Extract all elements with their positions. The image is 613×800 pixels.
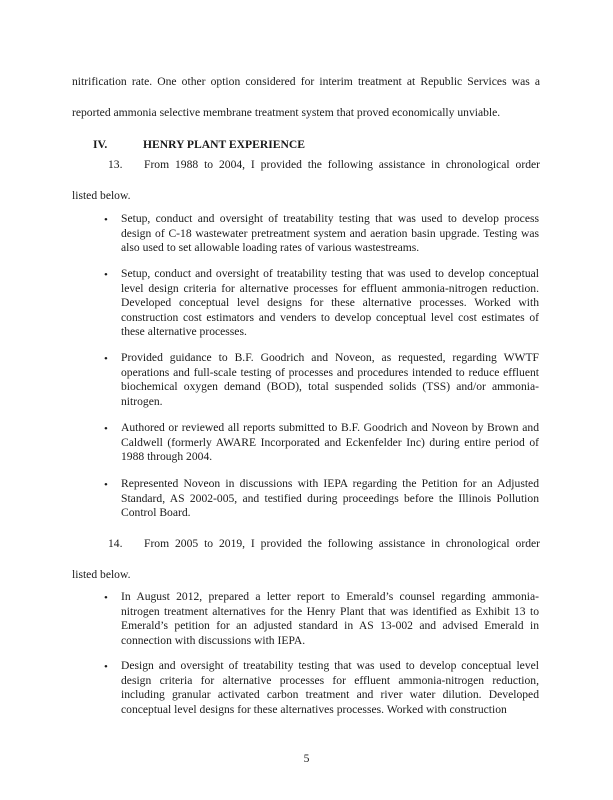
bullet-marker: • bbox=[104, 479, 108, 491]
bullet-14-1: In August 2012, prepared a letter report to Emerald’s counsel regarding ammonia-nitrogen treatment alternatives for the Henry Plant that was identified as Exhibit 13 to Emerald’s petition for an adjusted standard in AS 13-002 and advised Emerald in connection with discussions with IEPA. bbox=[121, 590, 539, 647]
intro-line-1: nitrification rate. One other option considered for interim treatment at Republic Services was a bbox=[72, 75, 540, 88]
bullet-13-1: Setup, conduct and oversight of treatability testing that was used to develop process design of C-18 wastewater pretreatment system and aeration basin upgrade. Testing was also used to set allowable loading rates of various wastestreams. bbox=[121, 212, 539, 255]
bullet-marker: • bbox=[104, 423, 108, 435]
bullet-marker: • bbox=[104, 269, 108, 281]
paragraph-14-line-2: listed below. bbox=[72, 568, 131, 581]
bullet-13-2: Setup, conduct and oversight of treatability testing that was used to develop conceptual level design criteria for alternative processes for effluent ammonia-nitrogen reduction. Developed conceptual level designs for these alternative processes. Worked with construction cost estimators and venders to develop conceptual level cost estimates of these alternative processes. bbox=[121, 267, 539, 339]
bullet-13-3: Provided guidance to B.F. Goodrich and Noveon, as requested, regarding WWTF operations and full-scale testing of processes and procedures intended to reduce effluent biochemical oxygen demand (BOD), total suspended solids (TSS) and/or ammonia-nitrogen. bbox=[121, 351, 539, 408]
bullet-marker: • bbox=[104, 661, 108, 673]
bullet-13-5: Represented Noveon in discussions with IEPA regarding the Petition for an Adjusted Standard, AS 2002-005, and testified during proceedings before the Illinois Pollution Control Board. bbox=[121, 477, 539, 520]
section-number: IV. bbox=[93, 138, 108, 151]
bullet-13-4: Authored or reviewed all reports submitted to B.F. Goodrich and Noveon by Brown and Caldwell (formerly AWARE Incorporated and Eckenfelder Inc) during entire period of 1988 through 2004. bbox=[121, 421, 539, 464]
bullet-marker: • bbox=[104, 214, 108, 226]
bullet-14-2: Design and oversight of treatability testing that was used to develop conceptual level design criteria for alternative processes for effluent ammonia-nitrogen reduction, including granular activated carbon treatment and river water dilution. Developed conceptual level designs for these alternatives processes. Worked with construction bbox=[121, 659, 539, 716]
bullet-marker: • bbox=[104, 592, 108, 604]
bullet-marker: • bbox=[104, 353, 108, 365]
paragraph-14-line-1: From 2005 to 2019, I provided the following assistance in chronological order bbox=[144, 537, 540, 550]
section-title: HENRY PLANT EXPERIENCE bbox=[143, 138, 305, 151]
page-number: 5 bbox=[303, 752, 310, 765]
paragraph-13-line-1: From 1988 to 2004, I provided the following assistance in chronological order bbox=[144, 158, 540, 171]
intro-line-2: reported ammonia selective membrane treatment system that proved economically unviable. bbox=[72, 106, 501, 119]
paragraph-14-number: 14. bbox=[108, 537, 123, 550]
paragraph-13-number: 13. bbox=[108, 158, 123, 171]
paragraph-13-line-2: listed below. bbox=[72, 189, 131, 202]
